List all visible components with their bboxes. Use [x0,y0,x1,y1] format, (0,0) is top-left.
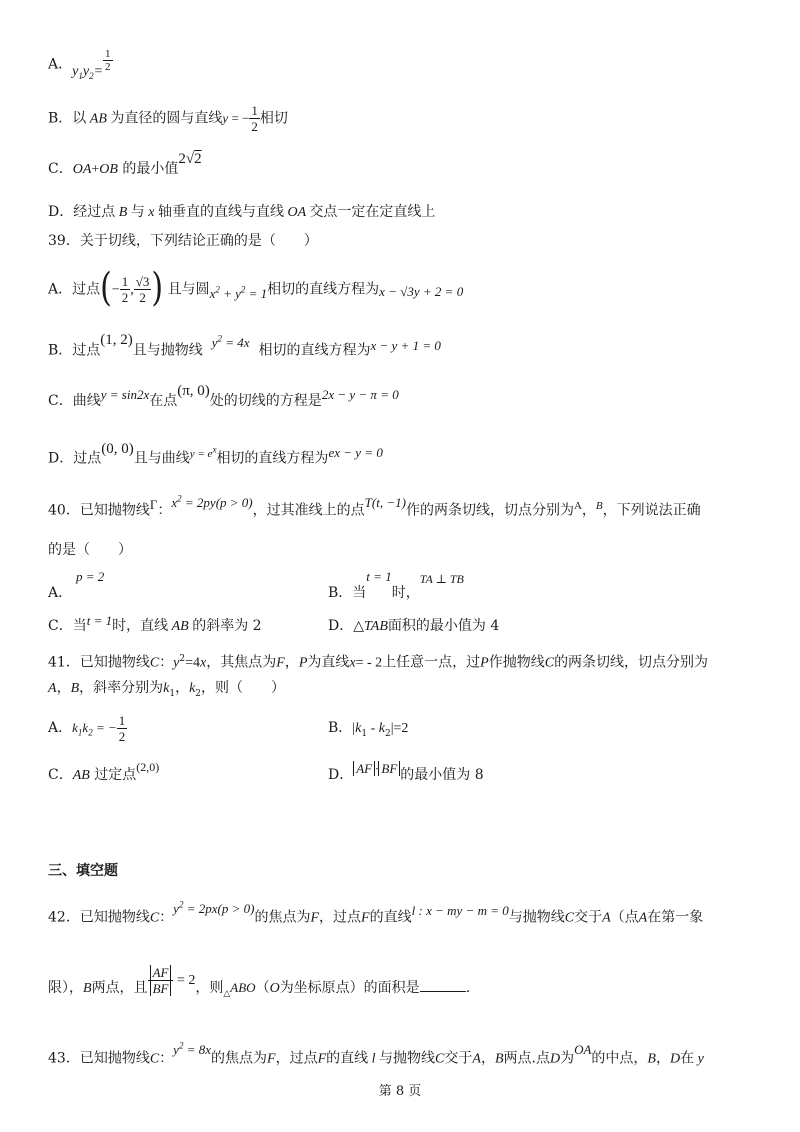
q39-option-c: C．曲线y = sin2x在点(π, 0)处的切线的方程是2x − y − π = 0 [48,383,399,409]
q42-stem-line2: 限），B两点，且 $\frac{AF}{BF}$ = 2，则$_\triangle$ABO（O为坐标原点）的面积是 . [48,964,471,998]
q41-stem-line2: A，B，斜率分别为$k_1$，$k_2$，则（ ） [48,680,286,699]
q39-option-a: A．过点(− $\frac{1}{2}$ , $\frac{√3}{2}$ ) 且与圆$x^2 + y^2 = 1$相切的直线方程为x − √3y + 2 = 0 [48,265,464,312]
q41-stem-line1: 41．已知抛物线C：$y^2=4x$，其焦点为F，P为直线x= - 2上任意一点，过P作抛物线C的两条切线，切点分别为 [48,654,709,671]
q40-option-c: C．当t = 1时，直线 AB 的斜率为 2 [48,613,262,634]
q41-option-a: A．$k_1k_2$ = − $\frac{1}{2}$ [48,712,126,744]
q40-option-d: D．△TAB面积的最小值为 4 [328,618,500,634]
q39-option-d: D．过点(0, 0)且与曲线$^{y = e^x}$相切的直线方程为ex − y = 0 [48,440,383,467]
page-footer: 第 8 页 [378,1084,422,1099]
q39-option-b: B．过点(1, 2)且与抛物线 $y^2 = 4x$ 相切的直线方程为x − y + 1 = 0 [48,332,441,359]
q43-stem: 43．已知抛物线C：$y^2 = 8x$的焦点为F，过点F的直线 l 与抛物线C交于A，B两点.点D为OA的中点，B，D在 y [48,1041,704,1067]
q40-stem-line2: 的是（ ） [48,542,132,558]
section-heading: 三、填空题 [48,863,118,879]
q38-option-a: A．$y_1y_2=$ $\frac{1}{2}$ [48,48,111,81]
q38-option-d: D．经过点 B 与 x 轴垂直的直线与直线 OA 交点一定在定直线上 [48,204,436,220]
fraction: $\frac{1}{2}$ [105,48,111,73]
q41-option-c: C．AB 过定点(2,0) [48,760,160,783]
q40-stem-line1: 40．已知抛物线Γ：$x^2 = 2py(p > 0)$，过其准线上的点T(t, −1)作的两条切线，切点分别为$^A$，$^B$，下列说法正确 [48,494,701,519]
answer-blank[interactable] [420,979,466,992]
q40-option-b: B．当t = 1时，TA ⊥ TB [328,569,464,601]
q38-option-b: B．以 AB 为直径的圆与直线y = − $\frac{1}{2}$ 相切 [48,103,288,134]
q41-option-b: B．$|k_1 - k_2|=2$ [328,720,409,739]
q39-stem: 39．关于切线，下列结论正确的是（ ） [48,233,318,249]
q38-option-c: C．OA+OB 的最小值2√2 [48,151,202,177]
q41-option-d: D． AF · BF 的最小值为 8 [328,761,484,783]
q42-stem-line1: 42．已知抛物线C：$y^2 = 2px(p > 0)$的焦点为F，过点F的直线l : x − my − m = 0与抛物线C交于A（点A在第一象 [48,900,704,926]
